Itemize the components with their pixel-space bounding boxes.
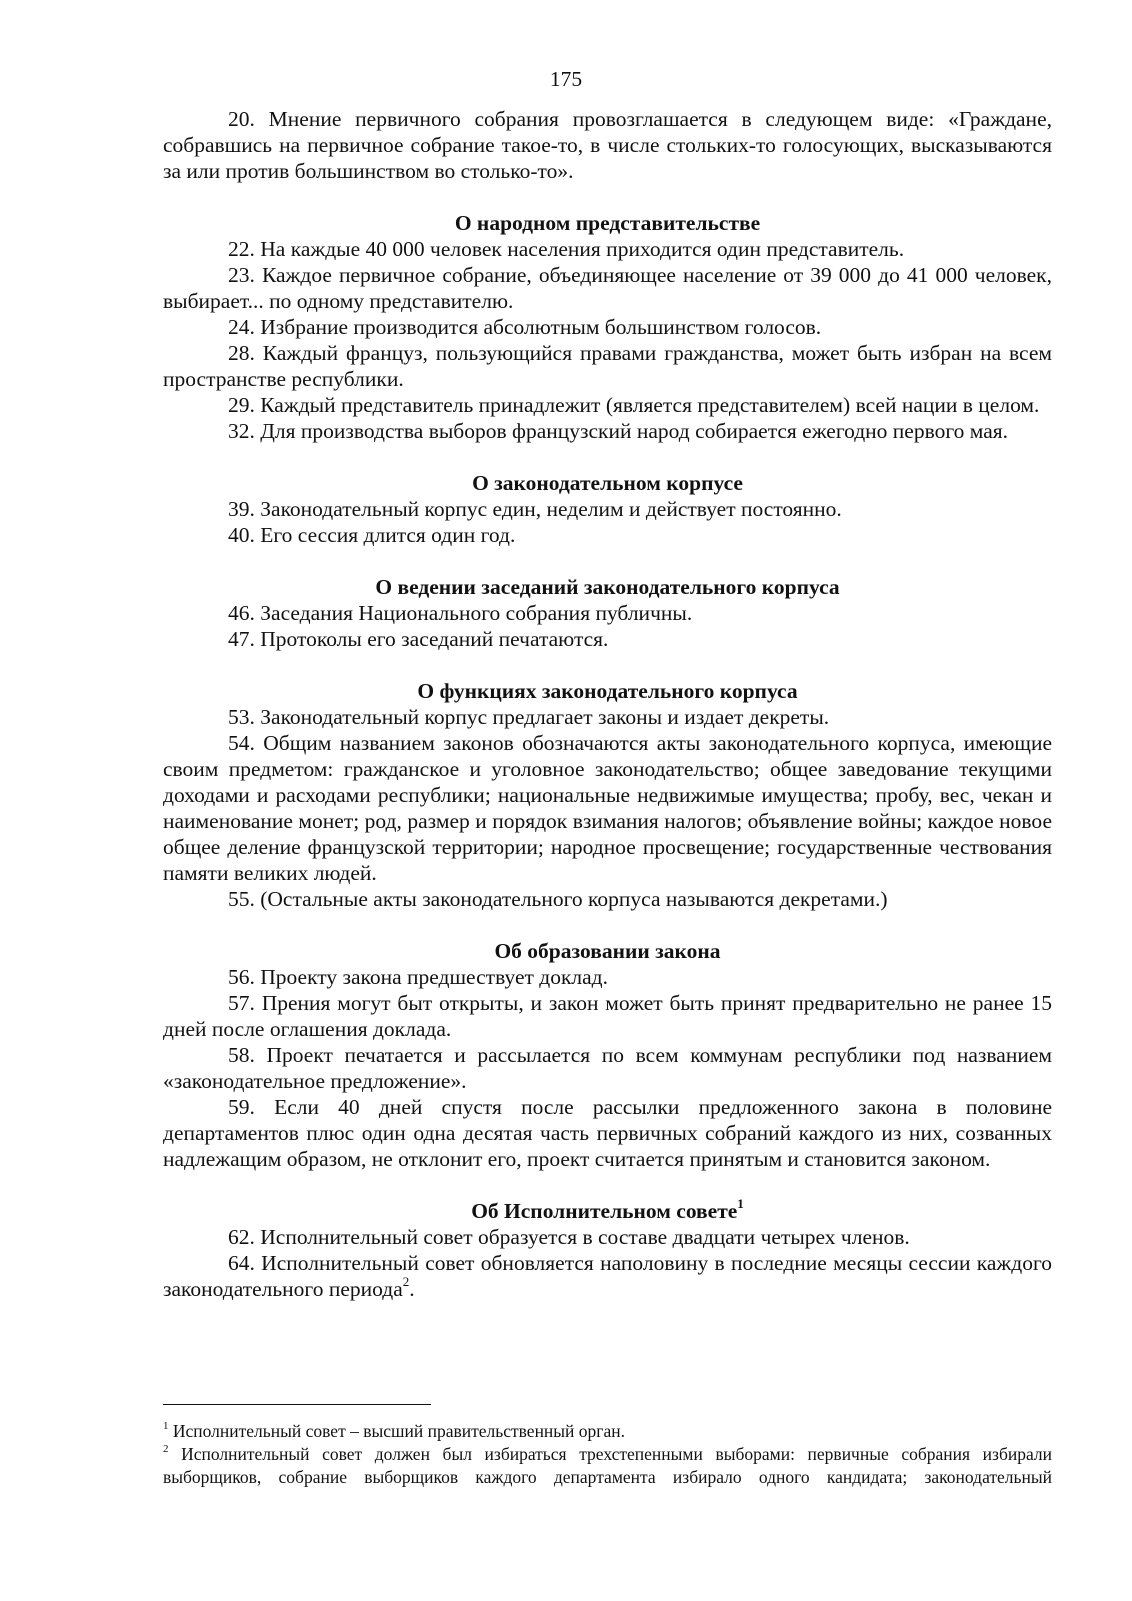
footnote — [163, 1443, 1052, 1489]
paragraph-text: 55. (Остальные акты законодательного корпуса называются декретами.) — [228, 887, 888, 911]
paragraph — [163, 1250, 1052, 1302]
footnotes — [163, 1420, 1052, 1489]
paragraph-text: 29. Каждый представитель принадлежит (является представителем) всей нации в целом. — [228, 393, 1040, 417]
heading-text: О ведении заседаний законодательного корпуса — [375, 575, 840, 599]
paragraph — [163, 600, 1052, 626]
paragraph — [163, 626, 1052, 652]
trailing-punctuation: . — [409, 1277, 415, 1301]
paragraph-text: 20. Мнение первичного собрания провозглашается в следующем виде: «Граждане, собравшись на первичное собрание такое-то, в числе стольких-то голосующих, высказываются за или против большинством во столько-то». — [163, 107, 1052, 183]
paragraph-text: 47. Протоколы его заседаний печатаются. — [228, 627, 609, 651]
footnote-mark: 1 — [163, 1420, 169, 1433]
heading-text: Об образовании закона — [494, 939, 721, 963]
paragraph-text: 54. Общим названием законов обозначаются акты законодательного корпуса, имеющие своим предметом: гражданское и уголовное законодательство; общее заведование текущими доходами и расходами республики; национальные недвижимые имущества; пробу, вес, чекан и наименование монет; род, размер и порядок взимания налогов; объявление войны; каждое новое общее деление французской территории; народное просвещение; государственные чествования памяти великих людей. — [163, 731, 1052, 885]
section-heading — [163, 574, 1052, 600]
paragraph-text: 39. Законодательный корпус един, неделим и действует постоянно. — [228, 497, 842, 521]
paragraph — [163, 1224, 1052, 1250]
paragraph — [163, 730, 1052, 886]
heading-text: Об Исполнительном совете — [471, 1199, 738, 1223]
paragraph — [163, 392, 1052, 418]
footnote-text: Исполнительный совет должен был избираться трехстепенными выборами: первичные собрания избирали выборщиков, собрание выборщиков каждого департамента избирало одного кандидата; законодательный — [163, 1444, 1052, 1487]
paragraph — [163, 704, 1052, 730]
paragraph — [163, 314, 1052, 340]
paragraph-text: 32. Для производства выборов французский народ собирается ежегодно первого мая. — [228, 419, 1009, 443]
paragraph-text: 40. Его сессия длится один год. — [228, 523, 516, 547]
section-heading — [163, 678, 1052, 704]
paragraph — [163, 990, 1052, 1042]
paragraph — [163, 496, 1052, 522]
paragraph — [163, 418, 1052, 444]
footnote-reference: 1 — [737, 1195, 744, 1211]
paragraph-text: 46. Заседания Национального собрания публичны. — [228, 601, 693, 625]
main-text — [163, 106, 1052, 1302]
footnote-separator — [163, 1404, 431, 1405]
footnote — [163, 1420, 1052, 1443]
paragraph — [163, 886, 1052, 912]
paragraph — [163, 964, 1052, 990]
paragraph-text: 23. Каждое первичное собрание, объединяющее население от 39 000 до 41 000 человек, выбирает... по одному представителю. — [163, 263, 1052, 313]
paragraph-text: 53. Законодательный корпус предлагает законы и издает декреты. — [228, 705, 830, 729]
paragraph-text: 58. Проект печатается и рассылается по всем коммунам республики под названием «законодательное предложение». — [163, 1043, 1052, 1093]
page-number: 175 — [549, 67, 583, 91]
paragraph-text: 56. Проекту закона предшествует доклад. — [228, 965, 608, 989]
paragraph — [163, 340, 1052, 392]
paragraph-text: 24. Избрание производится абсолютным большинством голосов. — [228, 315, 822, 339]
section-heading — [163, 1195, 1052, 1224]
paragraph — [163, 1094, 1052, 1172]
paragraph-text: 22. На каждые 40 000 человек населения приходится один представитель. — [228, 237, 905, 261]
paragraph-text: 57. Прения могут быт открыты, и закон может быть принят предварительно не ранее 15 дней после оглашения доклада. — [163, 991, 1052, 1041]
heading-text: О народном представительстве — [454, 211, 761, 235]
footnote-reference: 2 — [402, 1273, 410, 1289]
paragraph-text: 28. Каждый француз, пользующийся правами гражданства, может быть избран на всем пространстве республики. — [163, 341, 1052, 391]
section-heading — [163, 470, 1052, 496]
paragraph — [163, 262, 1052, 314]
paragraph-text: 64. Исполнительный совет обновляется наполовину в последние месяцы сессии каждого законодательного периода — [163, 1251, 1052, 1301]
heading-text: О функциях законодательного корпуса — [417, 679, 798, 703]
paragraph-text: 59. Если 40 дней спустя после рассылки предложенного закона в половине департаментов плюс один одна десятая часть первичных собраний каждого из них, созванных надлежащим образом, не отклонит его, проект считается принятым и становится законом. — [163, 1095, 1052, 1171]
paragraph — [163, 236, 1052, 262]
section-heading — [163, 210, 1052, 236]
paragraph-text: 62. Исполнительный совет образуется в составе двадцати четырех членов. — [228, 1225, 910, 1249]
paragraph — [163, 522, 1052, 548]
heading-text: О законодательном корпусе — [472, 471, 743, 495]
footnote-text: Исполнительный совет – высший правительственный орган. — [168, 1421, 625, 1441]
paragraph — [163, 1042, 1052, 1094]
section-heading — [163, 938, 1052, 964]
paragraph — [163, 106, 1052, 184]
footnote-mark: 2 — [163, 1443, 169, 1456]
